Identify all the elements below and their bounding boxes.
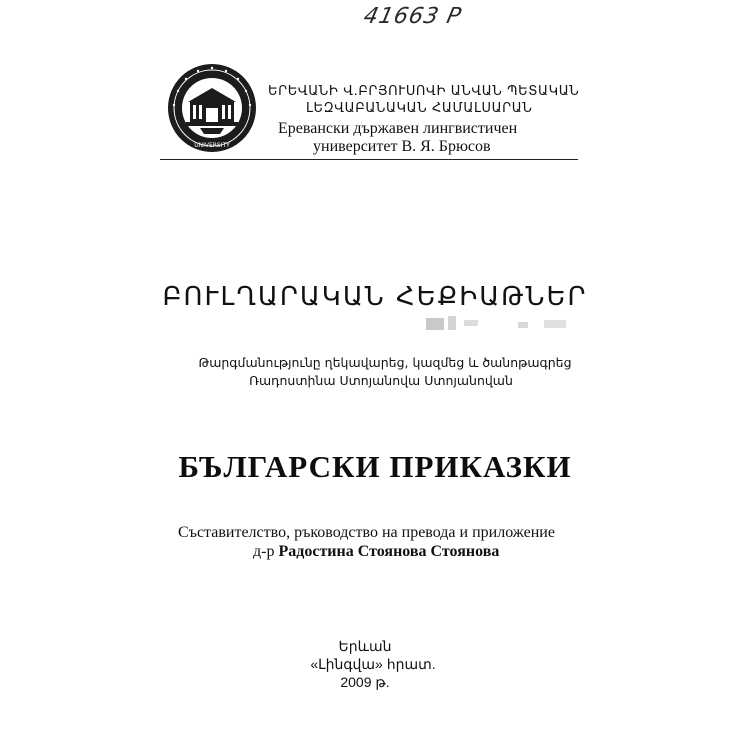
compiler-name: Радостина Стоянова Стоянова xyxy=(278,543,500,560)
university-name-armenian-line2: ԼԵԶՎԱԲԱՆԱԿԱՆ ՀԱՄԱԼՍԱՐԱՆ xyxy=(306,101,533,116)
imprint-year: 2009 թ. xyxy=(340,674,390,690)
translator-credit-line2: Ռադոստինա Ստոյանովա Ստոյանովան xyxy=(249,373,513,388)
compiler-credit-line2 xyxy=(253,543,499,561)
stamp-smudge-icon xyxy=(424,312,574,336)
title-armenian: ԲՈՒԼՂԱՐԱԿԱՆ ՀԵՔԻԱԹՆԵՐ xyxy=(162,282,588,312)
translator-credit-line1: Թարգմանությունը ղեկավարեց, կազմեց և ծանոթագրեց xyxy=(198,355,572,370)
header-divider xyxy=(160,159,578,160)
compiler-credit-line1: Съставителство, ръководство на превода и приложение xyxy=(178,524,555,541)
handwritten-call-number: 41663 P xyxy=(361,4,464,29)
university-name-armenian-line1: ԵՐԵՎԱՆԻ Վ.ԲՐՅՈՒՍՈՎԻ ԱՆՎԱՆ ՊԵՏԱԿԱՆ xyxy=(268,84,580,99)
imprint-city: Երևան xyxy=(338,638,392,654)
university-seal-icon xyxy=(166,62,258,154)
compiler-title-prefix: д-р xyxy=(253,543,279,560)
university-name-bulgarian-line1: Еревански държавен лингвистичен xyxy=(278,120,518,137)
seal-ring-text: UNIVERSITY xyxy=(194,142,230,149)
university-name-bulgarian-line2: университет В. Я. Брюсов xyxy=(313,138,491,155)
title-bulgarian: БЪЛГАРСКИ ПРИКАЗКИ xyxy=(178,449,572,484)
imprint-publisher: «Լինգվա» հրատ. xyxy=(310,656,436,672)
